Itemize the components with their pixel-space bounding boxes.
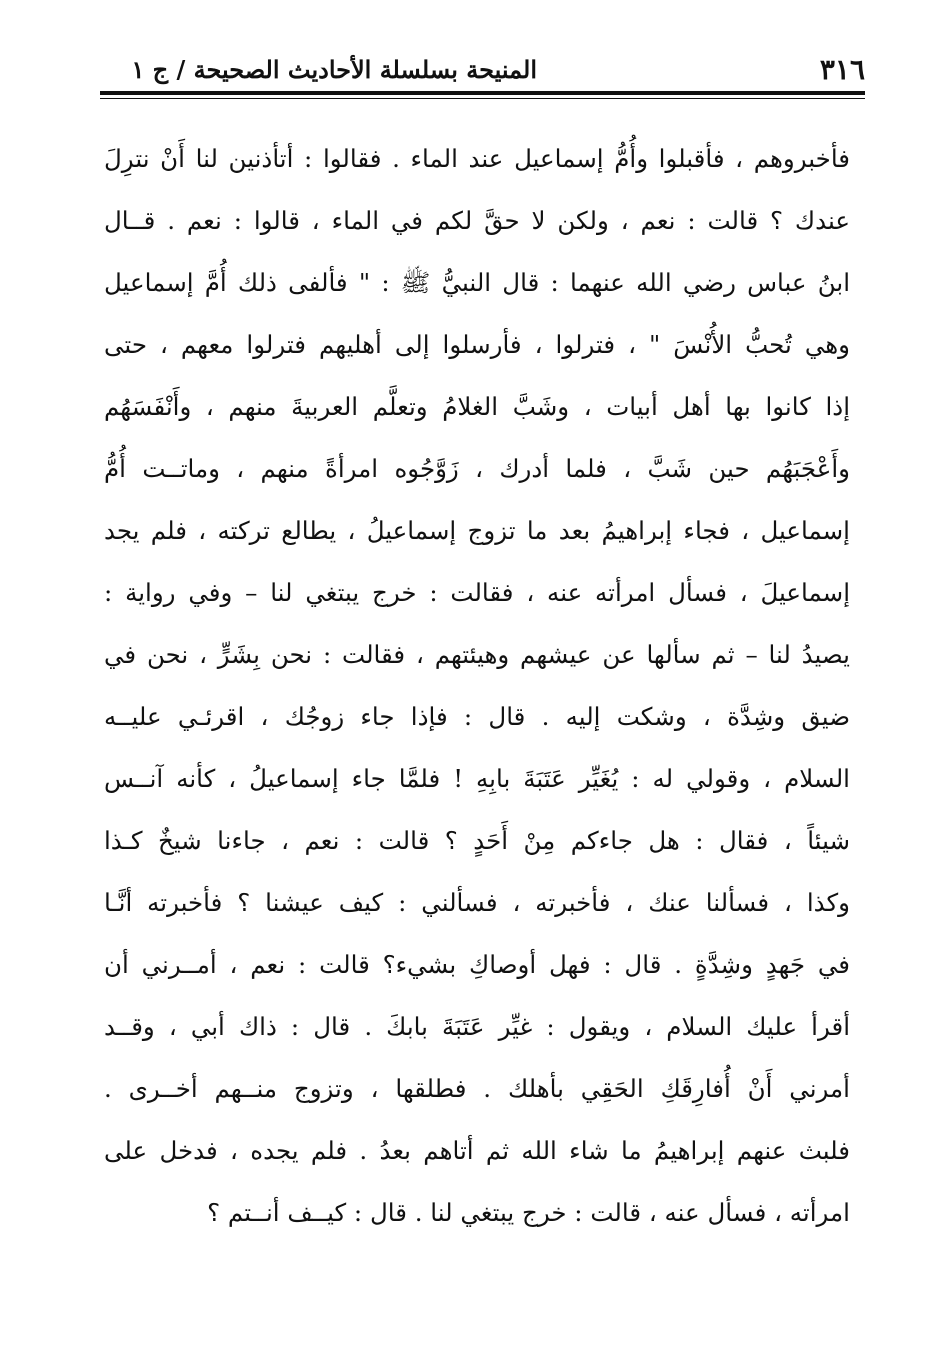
text-line: إسماعيل ، فجاء إبراهيمُ بعد ما تزوج إسماعيلُ ، يطالع تركته ، فلم يجد <box>104 516 850 545</box>
text-line: في جَهدٍ وشِدَّةٍ . قال : فهل أوصاكِ بشيء؟ قالت : نعم ، أمــرني أن <box>104 950 850 979</box>
text-line: ابنُ عباس رضي الله عنهما : قال النبيُّ ﷺ : " فألفى ذلك أُمَّ إسماعيل <box>104 268 850 297</box>
text-line: عندك ؟ قالت : نعم ، ولكن لا حقَّ لكم في الماء ، قالوا : نعم . قــال <box>104 206 850 235</box>
text-line: ضيق وشِدَّة ، وشكت إليه . قال : فإذا جاء زوجُك ، اقرئـي عليــه <box>104 702 850 731</box>
text-line: وهي تُحبُّ الأُنْسَ " ، فترلوا ، فأرسلوا إلى أهليهم فترلوا معهم ، حتى <box>104 330 850 359</box>
text-line: فلبث عنهم إبراهيمُ ما شاء الله ثم أتاهم بعدُ . فلم يجده ، فدخل على <box>104 1136 850 1165</box>
text-line: شيئاً ، فقال : هل جاءكم مِنْ أَحَدٍ ؟ قالت : نعم ، جاءنا شيخٌ كـذا <box>104 826 850 855</box>
body-text <box>104 128 850 1244</box>
text-line: إذا كانوا بها أهل أبيات ، وشَبَّ الغلامُ وتعلَّم العربيةَ منهم ، وأَنْفَسَهُم <box>104 392 850 421</box>
text-line: فأخبروهم ، فأقبلوا وأُمُّ إسماعيل عند الماء . فقالوا : أتأذنين لنا أَنْ نترِلَ <box>104 144 850 173</box>
text-line: وكذا ، فسألنا عنك ، فأخبرته ، فسألني : كيف عيشنا ؟ فأخبرته أنَّـا <box>104 888 850 917</box>
page-header <box>100 50 865 90</box>
header-rule-thick <box>100 91 865 95</box>
text-line: امرأته ، فسأل عنه ، قالت : خرج يبتغي لنا . قال : كيــف أنــتم ؟ <box>207 1198 850 1227</box>
text-line: يصيدُ لنا – ثم سألها عن عيشهم وهيئتهم ، فقالت : نحن بِشَرٍّ ، نحن في <box>104 640 850 669</box>
text-line: وأَعْجَبَهُم حين شَبَّ ، فلما أدرك ، زَوَّجُوه امرأةً منهم ، وماتــت أُمُّ <box>104 454 850 483</box>
header-rule-thin <box>100 98 865 99</box>
page-number: ٣١٦ <box>819 53 865 86</box>
text-line: السلام ، وقولي له : يُغَيِّر عَتَبَةَ بابِهِ ! فلمَّا جاء إسماعيلُ ، كأنه آنــس <box>104 764 850 793</box>
text-line: أمرني أَنْ أُفارِقَكِ الحَقِي بأهلك . فطلقها ، وتزوج منــهم أخــرى . <box>104 1074 850 1103</box>
running-title: المنيحة بسلسلة الأحاديث الصحيحة / ج ١ <box>131 55 537 84</box>
text-line: أقرأ عليك السلام ، ويقول : غيِّر عَتَبَةَ بابكَ . قال : ذاك أبي ، وقــد <box>104 1012 850 1041</box>
text-line: إسماعيلَ ، فسأل امرأته عنه ، فقالت : خرج يبتغي لنا – وفي رواية : <box>104 578 850 607</box>
